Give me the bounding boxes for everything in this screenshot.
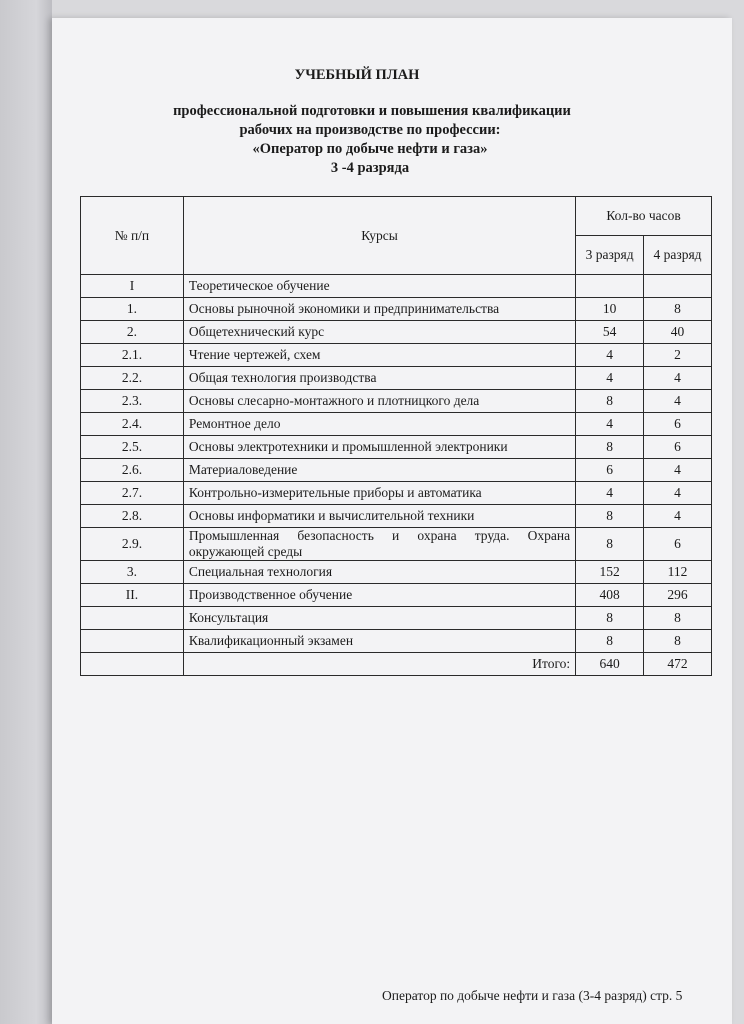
table-row — [81, 275, 712, 298]
document-page — [52, 18, 732, 1024]
row-h4: 4 — [644, 390, 712, 413]
row-course: Производственное обучение — [183, 584, 575, 607]
table-row — [81, 298, 712, 321]
header-courses: Курсы — [183, 197, 575, 275]
row-num: 2.5. — [81, 436, 184, 459]
row-h4: 296 — [644, 584, 712, 607]
row-course: Контрольно-измерительные приборы и автоматика — [183, 482, 575, 505]
table-row — [81, 413, 712, 436]
row-h4 — [644, 275, 712, 298]
row-h4: 8 — [644, 298, 712, 321]
table-row — [81, 482, 712, 505]
row-num: 2.4. — [81, 413, 184, 436]
row-course-line-2: окружающей среды — [188, 544, 303, 559]
row-h3: 4 — [576, 344, 644, 367]
table-total-row — [81, 653, 712, 676]
row-course: Основы информатики и вычислительной техники — [183, 505, 575, 528]
total-num-cell — [81, 653, 184, 676]
row-h3: 4 — [576, 482, 644, 505]
table-header-row — [81, 197, 712, 236]
row-num — [81, 630, 184, 653]
total-h4: 472 — [644, 653, 712, 676]
header-hours: Кол-во часов — [576, 197, 712, 236]
row-course: Материаловедение — [183, 459, 575, 482]
row-h3: 4 — [576, 367, 644, 390]
row-h4: 6 — [644, 528, 712, 561]
table-row — [81, 459, 712, 482]
total-label: Итого: — [183, 653, 575, 676]
curriculum-table — [80, 196, 712, 676]
row-course: Квалификационный экзамен — [183, 630, 575, 653]
row-h4: 112 — [644, 561, 712, 584]
table-row — [81, 528, 712, 561]
row-num: I — [81, 275, 184, 298]
row-num: 2.1. — [81, 344, 184, 367]
table-row — [81, 436, 712, 459]
table-row — [81, 561, 712, 584]
document-title: УЧЕБНЫЙ ПЛАН — [294, 67, 420, 83]
row-course-line-1: Промышленная безопасность и охрана труда. Охрана — [188, 528, 571, 543]
row-num: 2.3. — [81, 390, 184, 413]
table-row — [81, 344, 712, 367]
table-row — [81, 584, 712, 607]
table-row — [81, 390, 712, 413]
row-course: Специальная технология — [183, 561, 575, 584]
row-num: 2. — [81, 321, 184, 344]
subtitle-line-2: рабочих на производстве по профессии: — [239, 122, 501, 138]
row-h3: 4 — [576, 413, 644, 436]
row-h4: 6 — [644, 436, 712, 459]
row-h4: 8 — [644, 607, 712, 630]
row-h4: 4 — [644, 367, 712, 390]
row-h3 — [576, 275, 644, 298]
row-num: 2.8. — [81, 505, 184, 528]
header-grade-3: 3 разряд — [576, 236, 644, 275]
row-num: 2.9. — [81, 528, 184, 561]
grade-range: 3 -4 разряда — [330, 160, 410, 176]
row-h3: 152 — [576, 561, 644, 584]
row-course: Общетехнический курс — [183, 321, 575, 344]
row-course: Теоретическое обучение — [183, 275, 575, 298]
total-h3: 640 — [576, 653, 644, 676]
row-h3: 8 — [576, 505, 644, 528]
row-h4: 4 — [644, 459, 712, 482]
table-row — [81, 321, 712, 344]
row-course: Основы слесарно-монтажного и плотницкого дела — [183, 390, 575, 413]
row-h3: 8 — [576, 630, 644, 653]
row-h3: 8 — [576, 607, 644, 630]
row-num: 2.7. — [81, 482, 184, 505]
row-h3: 10 — [576, 298, 644, 321]
row-h3: 408 — [576, 584, 644, 607]
row-h4: 40 — [644, 321, 712, 344]
table-row — [81, 630, 712, 653]
row-course: Ремонтное дело — [183, 413, 575, 436]
row-h3: 8 — [576, 390, 644, 413]
row-num: 3. — [81, 561, 184, 584]
subtitle-line-1: профессиональной подготовки и повышения квалификации — [173, 103, 571, 119]
row-h4: 6 — [644, 413, 712, 436]
row-course — [183, 528, 575, 561]
row-h4: 2 — [644, 344, 712, 367]
table-row — [81, 505, 712, 528]
row-num — [81, 607, 184, 630]
row-h3: 54 — [576, 321, 644, 344]
row-course: Чтение чертежей, схем — [183, 344, 575, 367]
table-row — [81, 367, 712, 390]
row-course: Общая технология производства — [183, 367, 575, 390]
row-num: 2.6. — [81, 459, 184, 482]
row-num: 2.2. — [81, 367, 184, 390]
row-h4: 4 — [644, 505, 712, 528]
row-num: 1. — [81, 298, 184, 321]
title-block — [52, 66, 732, 178]
row-h3: 8 — [576, 528, 644, 561]
row-course: Основы рыночной экономики и предпринимательства — [183, 298, 575, 321]
header-grade-4: 4 разряд — [644, 236, 712, 275]
header-num: № п/п — [81, 197, 184, 275]
row-h4: 4 — [644, 482, 712, 505]
page-footer: Оператор по добыче нефти и газа (3-4 разряд) стр. 5 — [382, 988, 683, 1003]
row-h4: 8 — [644, 630, 712, 653]
row-course: Консультация — [183, 607, 575, 630]
profession-name: «Оператор по добыче нефти и газа» — [252, 141, 488, 157]
row-h3: 6 — [576, 459, 644, 482]
row-course: Основы электротехники и промышленной электроники — [183, 436, 575, 459]
row-h3: 8 — [576, 436, 644, 459]
table-row — [81, 607, 712, 630]
row-num: II. — [81, 584, 184, 607]
